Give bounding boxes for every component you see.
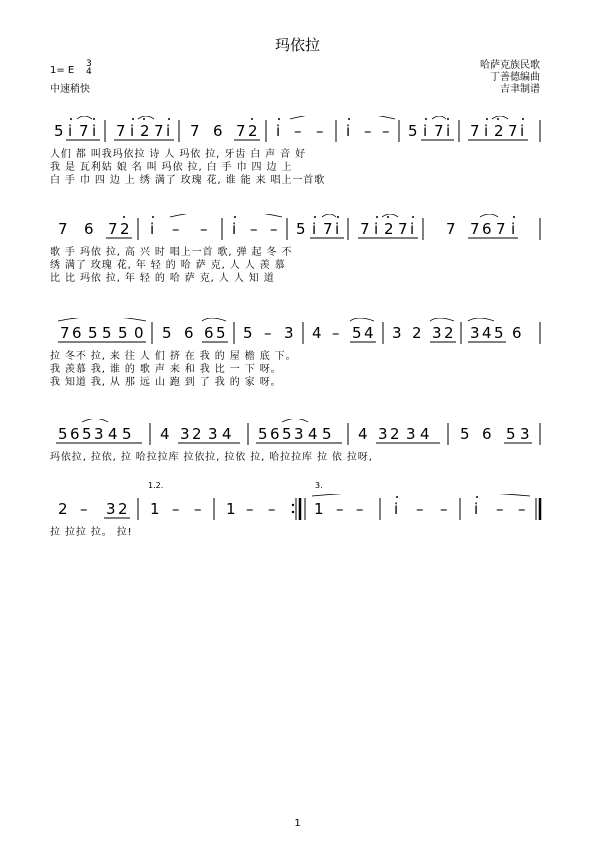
svg-text:6: 6 — [184, 324, 194, 342]
svg-text:5: 5 — [118, 324, 128, 342]
svg-text:6: 6 — [482, 220, 492, 238]
lyric-line-1: 人们 都 叫我玛依拉 诗 人 玛依 拉, 牙齿 白 声 音 好 — [50, 149, 307, 160]
svg-text:–: – — [268, 500, 276, 518]
svg-text:1: 1 — [314, 500, 324, 518]
svg-text:2: 2 — [444, 324, 454, 342]
notation-line — [50, 116, 545, 146]
svg-text:5: 5 — [102, 324, 112, 342]
svg-text:i: i — [474, 500, 479, 518]
svg-text:5: 5 — [460, 425, 470, 443]
svg-text:–: – — [496, 500, 504, 518]
svg-text:i: i — [410, 220, 415, 238]
svg-text:4: 4 — [222, 425, 232, 443]
svg-text:6: 6 — [70, 425, 80, 443]
lyric-line-3: 我 知道 我, 从 那 远 山 跑 到 了 我 的 家 呀。 — [50, 377, 282, 388]
credits — [430, 60, 540, 96]
lyric-line-3: 白 手 巾 四 边 上 绣 满了 玫瑰 花, 谁 能 来 唱上一首歌 — [50, 175, 326, 186]
svg-text:i: i — [511, 220, 516, 238]
svg-text:3: 3 — [470, 324, 480, 342]
svg-text:2: 2 — [120, 220, 130, 238]
credit-origin: 哈萨克族民歌 — [480, 60, 540, 71]
svg-text:4: 4 — [482, 324, 492, 342]
svg-text:7: 7 — [79, 122, 89, 140]
credit-arranger: 丁善德编曲 — [490, 72, 540, 83]
svg-text:–: – — [416, 500, 424, 518]
svg-text:4: 4 — [312, 324, 322, 342]
svg-text:7: 7 — [360, 220, 370, 238]
svg-text:5: 5 — [296, 220, 306, 238]
svg-text:3: 3 — [432, 324, 442, 342]
volta-second-ending: 3. — [315, 481, 323, 490]
svg-text:–: – — [332, 324, 340, 342]
svg-text:3: 3 — [180, 425, 190, 443]
svg-text:5: 5 — [88, 324, 98, 342]
svg-text:1: 1 — [150, 500, 160, 518]
svg-text:2: 2 — [140, 122, 150, 140]
svg-text:5: 5 — [408, 122, 418, 140]
svg-text:4: 4 — [108, 425, 118, 443]
svg-text:–: – — [356, 500, 364, 518]
svg-text:7: 7 — [154, 122, 164, 140]
svg-text:3: 3 — [406, 425, 416, 443]
credit-transcriber: 吉聿制谱 — [500, 84, 540, 95]
svg-text:–: – — [172, 500, 180, 518]
svg-text:i: i — [276, 122, 281, 140]
lyric-line-1: 拉 冬不 拉, 来 往 人 们 挤 在 我 的 屋 檐 底 下。 — [50, 351, 297, 362]
lyric-line-3: 比 比 玛依 拉, 年 轻 的 哈 萨 克, 人 人 知 道 — [50, 273, 275, 284]
lyric-line-1: 歌 手 玛依 拉, 高 兴 时 唱上一首 歌, 弹 起 冬 不 — [50, 247, 293, 258]
svg-text:2: 2 — [412, 324, 422, 342]
svg-text:7: 7 — [398, 220, 408, 238]
svg-text:5: 5 — [162, 324, 172, 342]
svg-text:–: – — [336, 500, 344, 518]
tempo-marking: 中速稍快 — [50, 84, 90, 95]
svg-text:5: 5 — [122, 425, 132, 443]
svg-text:4: 4 — [420, 425, 430, 443]
svg-text:–: – — [250, 220, 258, 238]
svg-text:i: i — [484, 122, 489, 140]
svg-text:2: 2 — [58, 500, 68, 518]
notation-drawing — [50, 419, 545, 449]
notation-line — [50, 419, 545, 449]
svg-text:7: 7 — [434, 122, 444, 140]
svg-text:2: 2 — [494, 122, 504, 140]
svg-text:7: 7 — [446, 220, 456, 238]
time-signature — [86, 60, 92, 76]
svg-text:2: 2 — [390, 425, 400, 443]
svg-text:–: – — [440, 500, 448, 518]
svg-text:3: 3 — [520, 425, 530, 443]
svg-text:5: 5 — [82, 425, 92, 443]
key-signature: 1= E — [50, 65, 75, 76]
svg-text:5: 5 — [352, 324, 362, 342]
svg-text:–: – — [80, 500, 88, 518]
svg-text:7: 7 — [58, 220, 68, 238]
lyric-line-2: 我 是 瓦利姑 娘 名 叫 玛依 拉, 白 手 巾 四 边 上 — [50, 162, 293, 173]
svg-text:4: 4 — [160, 425, 170, 443]
svg-text:i: i — [232, 220, 237, 238]
svg-text:6: 6 — [512, 324, 522, 342]
svg-text:–: – — [200, 220, 208, 238]
svg-text:6: 6 — [204, 324, 214, 342]
svg-text:2: 2 — [248, 122, 258, 140]
time-signature-bottom: 4 — [86, 67, 92, 77]
svg-text:7: 7 — [470, 122, 480, 140]
svg-text:7: 7 — [190, 122, 200, 140]
svg-text:5: 5 — [243, 324, 253, 342]
svg-text:i: i — [68, 122, 73, 140]
svg-text:5: 5 — [258, 425, 268, 443]
svg-text:i: i — [423, 122, 428, 140]
svg-text:2: 2 — [384, 220, 394, 238]
svg-text:–: – — [518, 500, 526, 518]
svg-text:–: – — [364, 122, 372, 140]
svg-text:i: i — [312, 220, 317, 238]
lyric-line-2: 我 羡慕 我, 谁 的 歌 声 来 和 我 比 一 下 呀。 — [50, 364, 282, 375]
svg-text:5: 5 — [54, 122, 64, 140]
notation-line — [50, 318, 545, 348]
svg-text:4: 4 — [308, 425, 318, 443]
time-signature-top: 3 — [86, 59, 92, 69]
svg-text:–: – — [382, 122, 390, 140]
svg-text:6: 6 — [213, 122, 223, 140]
svg-text:3: 3 — [294, 425, 304, 443]
svg-text:i: i — [346, 122, 351, 140]
svg-text:i: i — [166, 122, 171, 140]
svg-text:7: 7 — [323, 220, 333, 238]
svg-text:–: – — [294, 122, 302, 140]
svg-text:7: 7 — [236, 122, 246, 140]
svg-text:–: – — [270, 220, 278, 238]
svg-text:7: 7 — [60, 324, 70, 342]
svg-text:1: 1 — [226, 500, 236, 518]
svg-text:2: 2 — [118, 500, 128, 518]
volta-first-ending: 1.2. — [148, 481, 164, 490]
svg-text:6: 6 — [270, 425, 280, 443]
svg-text:5: 5 — [58, 425, 68, 443]
svg-text:4: 4 — [358, 425, 368, 443]
svg-text:i: i — [520, 122, 525, 140]
notation-drawing — [50, 318, 545, 348]
svg-text:i: i — [92, 122, 97, 140]
page-number: 1 — [294, 818, 301, 829]
svg-text:3: 3 — [106, 500, 116, 518]
song-title: 玛依拉 — [274, 36, 320, 54]
svg-text:–: – — [316, 122, 324, 140]
svg-text:7: 7 — [496, 220, 506, 238]
svg-text:3: 3 — [284, 324, 294, 342]
svg-text:7: 7 — [116, 122, 126, 140]
svg-text:3: 3 — [94, 425, 104, 443]
svg-text:5: 5 — [282, 425, 292, 443]
notation-drawing — [50, 214, 545, 244]
svg-text:–: – — [194, 500, 202, 518]
svg-text:i: i — [335, 220, 340, 238]
svg-text:5: 5 — [506, 425, 516, 443]
svg-text:6: 6 — [482, 425, 492, 443]
svg-text:2: 2 — [192, 425, 202, 443]
svg-text:4: 4 — [364, 324, 374, 342]
svg-text:–: – — [172, 220, 180, 238]
svg-text:3: 3 — [378, 425, 388, 443]
svg-text:i: i — [130, 122, 135, 140]
notation-drawing — [50, 116, 545, 146]
svg-text:3: 3 — [392, 324, 402, 342]
lyric-line-1: 拉 拉拉 拉。 拉! — [50, 527, 133, 538]
svg-text:7: 7 — [470, 220, 480, 238]
svg-text:5: 5 — [322, 425, 332, 443]
lyric-line-1: 玛依拉, 拉依, 拉 哈拉拉库 拉依拉, 拉依 拉, 哈拉拉库 拉 依 拉呀, — [50, 452, 373, 463]
notation-line — [50, 214, 545, 244]
svg-text:7: 7 — [508, 122, 518, 140]
svg-text:3: 3 — [208, 425, 218, 443]
svg-text:6: 6 — [84, 220, 94, 238]
svg-text:i: i — [446, 122, 451, 140]
svg-text:5: 5 — [494, 324, 504, 342]
svg-text:0: 0 — [134, 324, 144, 342]
svg-text:i: i — [394, 500, 399, 518]
svg-text:–: – — [246, 500, 254, 518]
svg-text:i: i — [150, 220, 155, 238]
svg-text:i: i — [374, 220, 379, 238]
svg-text:7: 7 — [108, 220, 118, 238]
notation-line — [50, 494, 545, 524]
svg-text:–: – — [264, 324, 272, 342]
lyric-line-2: 绣 满了 玫瑰 花, 年 轻 的 哈 萨 克, 人 人 羡 慕 — [50, 260, 286, 271]
svg-text:6: 6 — [72, 324, 82, 342]
svg-text:5: 5 — [216, 324, 226, 342]
notation-drawing — [50, 494, 545, 524]
